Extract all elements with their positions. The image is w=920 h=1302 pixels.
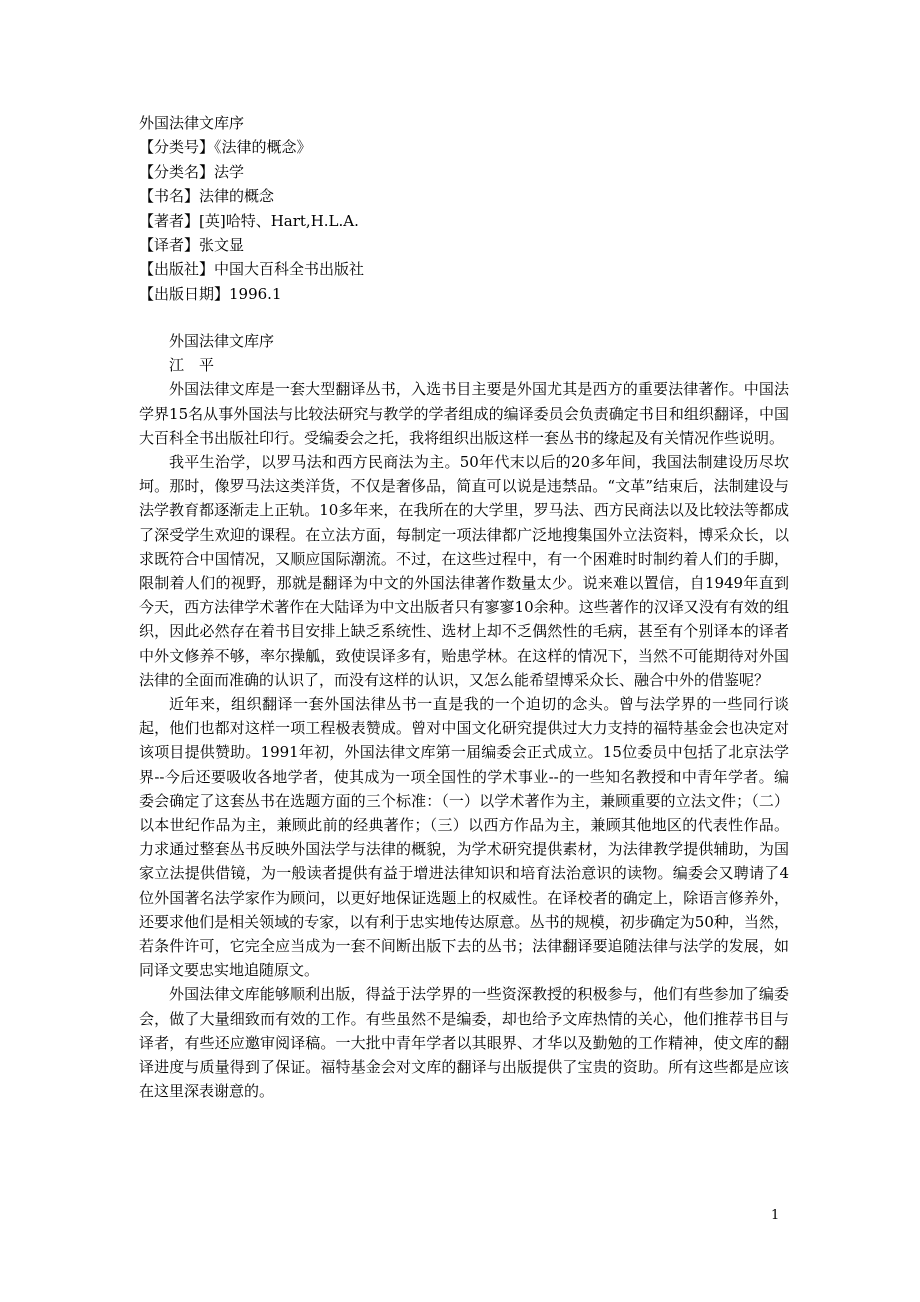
metadata-category-number: 【分类号】《法律的概念》 <box>139 138 312 157</box>
page-number: 1 <box>771 1208 780 1223</box>
metadata-category-name: 【分类名】法学 <box>139 162 245 181</box>
paragraph-3: 近年来，组织翻译一套外国法律丛书一直是我的一个迫切的念头。曾与法学界的一些同行谈起，他们也都对这样一项工程极表赞成。曾对中国文化研究提供过大力支持的福特基金会也决定对该项目提供赞助。1991年初，外国法律文库第一届编委会正式成立。15位委员中包括了北京法学界--今后还要吸收各地学者，使其成为一项全国性的学术事业--的一些知名教授和中青年学者。编委会确定了这套丛书在选题方面的三个标准：（一）以学术著作为主，兼顾重要的立法文件；（二）以本世纪作品为主，兼顾此前的经典著作；（三）以西方作品为主，兼顾其他地区的代表性作品。力求通过整套丛书反映外国法学与法律的概貌，为学术研究提供素材，为法律教学提供辅助，为国家立法提供借镜，为一般读者提供有益于增进法律知识和培育法治意识的读物。编委会又聘请了4位外国著名法学家作为顾问，以更好地保证选题上的权威性。在译校者的确定上，除语言修养外，还要求他们是相关领域的专家，以有利于忠实地传达原意。丛书的规模，初步确定为50种，当然，若条件许可，它完全应当成为一套不间断出版下去的丛书；法律翻译要追随法律与法学的发展，如同译文要忠实地追随原文。 <box>139 695 789 980</box>
book-metadata <box>139 111 799 306</box>
paragraph-4: 外国法律文库能够顺利出版，得益于法学界的一些资深教授的积极参与，他们有些参加了编委会，做了大量细致而有效的工作。有些虽然不是编委，却也给予文库热情的关心，他们推荐书目与译者，有些还应邀审阅译稿。一大批中青年学者以其眼界、才华以及勤勉的工作精神，使文库的翻译进度与质量得到了保证。福特基金会对文库的翻译与出版提供了宝贵的资助。所有这些都是应该在这里深表谢意的。 <box>139 985 789 1101</box>
metadata-translator: 【译者】张文显 <box>139 236 245 255</box>
paragraph-1: 外国法律文库是一套大型翻译丛书，入选书目主要是外国尤其是西方的重要法律著作。中国法学界15名从事外国法与比较法研究与教学的学者组成的编译委员会负责确定书目和组织翻译，中国大百科全书出版社印行。受编委会之托，我将组织出版这样一套丛书的缘起及有关情况作些说明。 <box>139 380 789 447</box>
article-body <box>139 329 789 1104</box>
metadata-publisher: 【出版社】中国大百科全书出版社 <box>139 260 365 279</box>
article-heading: 外国法律文库序 <box>169 332 275 350</box>
metadata-book-name: 【书名】法律的概念 <box>139 187 275 206</box>
article-author: 江 平 <box>169 356 215 375</box>
paragraph-2: 我平生治学，以罗马法和西方民商法为主。50年代末以后的20多年间，我国法制建设历尽坎坷。那时，像罗马法这类洋货，不仅是奢侈品，简直可以说是违禁品。“文革”结束后，法制建设与法学教育都逐渐走上正轨。10多年来，在我所在的大学里，罗马法、西方民商法以及比较法等都成了深受学生欢迎的课程。在立法方面，每制定一项法律都广泛地搜集国外立法资料，博采众长，以求既符合中国情况，又顺应国际潮流。不过，在这些过程中，有一个困难时时制约着人们的手脚，限制着人们的视野，那就是翻译为中文的外国法律著作数量太少。说来难以置信，自1949年直到今天，西方法律学术著作在大陆译为中文出版者只有寥寥10余种。这些著作的汉译又没有有效的组织，因此必然存在着书目安排上缺乏系统性、选材上却不乏偶然性的毛病，甚至有个别译本的译者中外文修养不够，率尔操觚，致使误译多有，贻患学林。在这样的情况下，当然不可能期待对外国法律的全面而准确的认识了，而没有这样的认识，又怎么能希望博采众长、融合中外的借鉴呢？ <box>139 453 789 689</box>
metadata-author: 【著者】[英]哈特、Hart,H.L.A. <box>139 211 359 230</box>
metadata-publish-date: 【出版日期】1996.1 <box>139 284 282 303</box>
metadata-title: 外国法律文库序 <box>139 114 245 132</box>
